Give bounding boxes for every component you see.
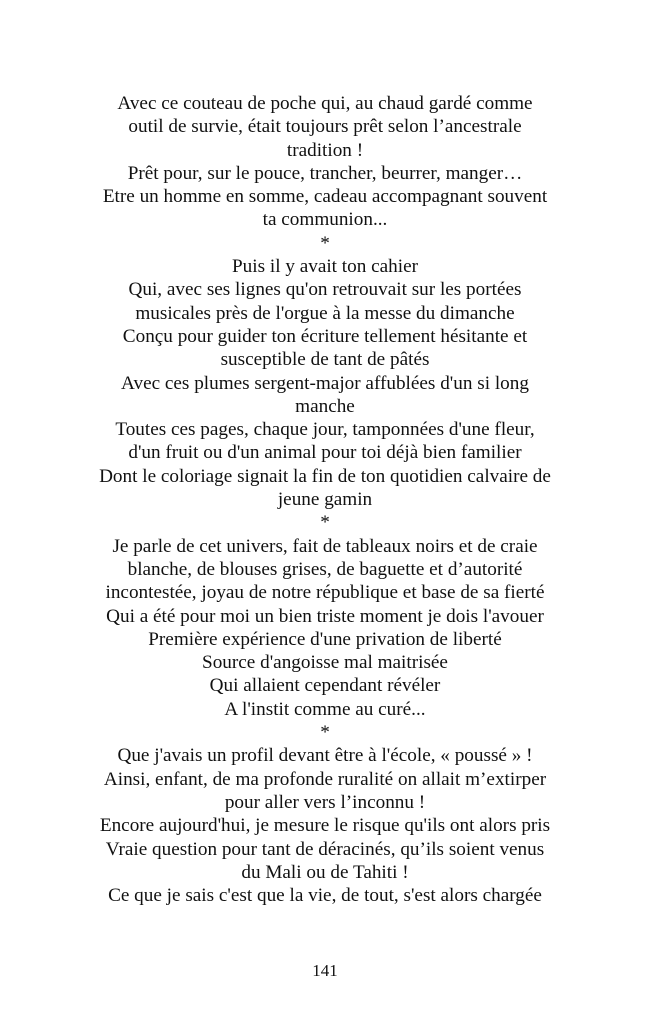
poem-line: manche <box>295 395 355 417</box>
stanza-separator: * <box>320 232 330 254</box>
poem-line: A l'instit comme au curé... <box>224 698 426 720</box>
poem-line: d'un fruit ou d'un animal pour toi déjà bien familier <box>128 442 522 464</box>
poem-line: susceptible de tant de pâtés <box>220 349 430 371</box>
stanza-separator: * <box>320 512 330 534</box>
page-number: 141 <box>312 961 338 980</box>
poem-line: Avec ces plumes sergent-major affublées d'un si long <box>121 372 529 394</box>
poem-line: du Mali ou de Tahiti ! <box>241 861 409 883</box>
poem-line: jeune gamin <box>277 489 373 511</box>
poem-line: Qui a été pour moi un bien triste moment je dois l'avouer <box>106 605 544 627</box>
poem-line: pour aller vers l’inconnu ! <box>224 791 426 813</box>
poem-line: Ainsi, enfant, de ma profonde ruralité on allait m’extirper <box>103 768 547 790</box>
poem-text <box>60 92 590 907</box>
poem-line: outil de survie, était toujours prêt selon l’ancestrale <box>128 116 522 138</box>
poem-line: Puis il y avait ton cahier <box>232 256 418 278</box>
poem-line: Que j'avais un profil devant être à l'école, « poussé » ! <box>117 745 533 767</box>
poem-line: Toutes ces pages, chaque jour, tamponnées d'une fleur, <box>115 419 535 441</box>
poem-line: tradition ! <box>286 139 364 161</box>
poem-line: Vraie question pour tant de déracinés, qu’ils soient venus <box>105 838 545 860</box>
poem-line: Ce que je sais c'est que la vie, de tout, s'est alors chargée <box>108 885 542 907</box>
stanza-separator: * <box>320 722 330 744</box>
poem-line: Source d'angoisse mal maitrisée <box>202 652 448 674</box>
poem-line: Prêt pour, sur le pouce, trancher, beurrer, manger… <box>127 162 523 184</box>
poem-line: musicales près de l'orgue à la messe du dimanche <box>135 302 515 324</box>
poem-line: Je parle de cet univers, fait de tableaux noirs et de craie <box>112 535 538 557</box>
poem-line: Qui allaient cependant révéler <box>209 675 441 697</box>
poem-line: Etre un homme en somme, cadeau accompagnant souvent <box>102 186 548 208</box>
poem-line: incontestée, joyau de notre république et base de sa fierté <box>105 582 545 604</box>
poem-line: Conçu pour guider ton écriture tellement hésitante et <box>122 325 528 347</box>
poem-line: ta communion... <box>262 209 388 231</box>
poem-line: Dont le coloriage signait la fin de ton quotidien calvaire de <box>99 465 551 487</box>
poem-line: Avec ce couteau de poche qui, au chaud gardé comme <box>117 93 533 114</box>
poem-line: Qui, avec ses lignes qu'on retrouvait sur les portées <box>128 279 522 301</box>
poem-line: Première expérience d'une privation de liberté <box>148 628 502 650</box>
poem-line: blanche, de blouses grises, de baguette et d’autorité <box>127 558 523 580</box>
poem-line: Encore aujourd'hui, je mesure le risque qu'ils ont alors pris <box>99 815 551 837</box>
